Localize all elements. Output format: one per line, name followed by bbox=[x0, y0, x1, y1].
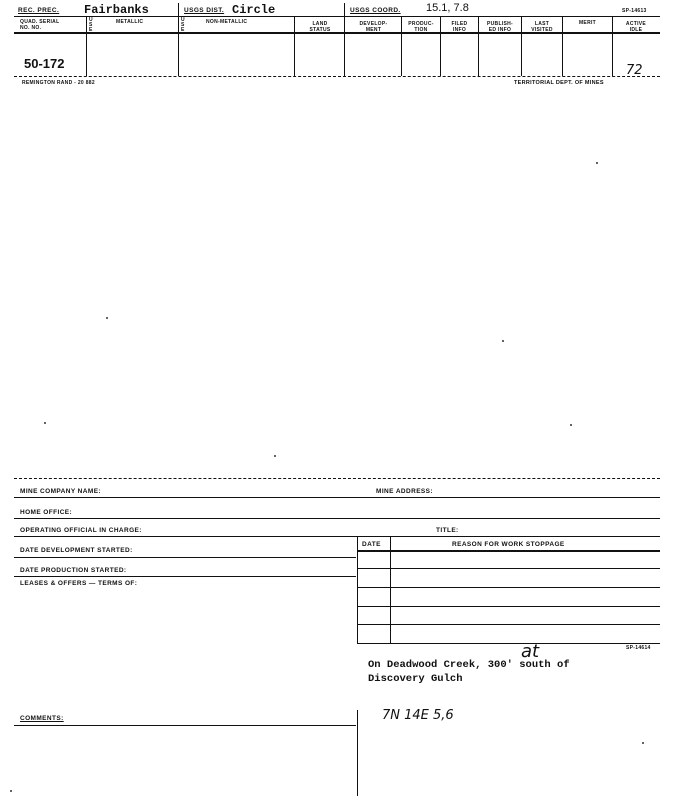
bottom-rule bbox=[14, 76, 660, 77]
stoppage-reason-header: REASON FOR WORK STOPPAGE bbox=[452, 541, 565, 548]
leases-label: LEASES & OFFERS — TERMS OF: bbox=[20, 580, 138, 587]
col-metallic: METALLIC bbox=[116, 19, 144, 25]
col-active-idle: ACTIVE IDLE bbox=[625, 21, 647, 33]
col-development: DEVELOP- MENT bbox=[359, 21, 388, 33]
col-use-nonmetallic: U S E bbox=[181, 17, 185, 33]
top-rule bbox=[14, 16, 660, 17]
col-nonmetallic: NON-METALLIC bbox=[206, 19, 248, 25]
usgs-coord-label: USGS COORD. bbox=[350, 7, 401, 14]
footer-right: TERRITORIAL DEPT. OF MINES bbox=[514, 80, 604, 86]
location-line-2: Discovery Gulch bbox=[368, 673, 463, 685]
operating-official-label: OPERATING OFFICIAL IN CHARGE: bbox=[20, 527, 142, 534]
col-production: PRODUC- TION bbox=[408, 21, 434, 33]
usgs-coord-value: 15.1, 7.8 bbox=[426, 2, 469, 14]
rec-prec-label: REC. PREC. bbox=[18, 7, 60, 14]
handwritten-insert: at bbox=[521, 641, 540, 662]
active-value: 72 bbox=[626, 63, 643, 78]
mine-address-label: MINE ADDRESS: bbox=[376, 488, 433, 495]
col-merit: MERIT bbox=[578, 20, 597, 26]
col-published-info: PUBLISH- ED INFO bbox=[486, 21, 513, 33]
col-use-metallic: U S E bbox=[89, 17, 93, 33]
mine-company-label: MINE COMPANY NAME: bbox=[20, 488, 101, 495]
title-label: TITLE: bbox=[436, 527, 459, 534]
comments-label: COMMENTS: bbox=[20, 715, 64, 722]
handwritten-location: 7N 14E 5,6 bbox=[382, 708, 454, 723]
serial-value: 50-172 bbox=[24, 56, 65, 71]
usgs-dist-label: USGS DIST. bbox=[184, 7, 225, 14]
form-number-top: SP-14613 bbox=[622, 8, 647, 14]
stoppage-date-header: DATE bbox=[362, 541, 381, 548]
rec-prec-value: Fairbanks bbox=[84, 3, 149, 17]
home-office-label: HOME OFFICE: bbox=[20, 509, 73, 516]
location-line-1: On Deadwood Creek, 300' south of bbox=[368, 659, 570, 671]
col-land-status: LAND STATUS bbox=[309, 21, 331, 33]
col-last-visited: LAST VISITED bbox=[531, 21, 553, 33]
date-production-label: DATE PRODUCTION STARTED: bbox=[20, 567, 127, 574]
form-number-bottom: SP-14614 bbox=[626, 645, 651, 651]
footer-left: REMINGTON RAND - 20 882 bbox=[22, 80, 95, 86]
col-filed-info: FILED INFO bbox=[451, 21, 468, 33]
date-development-label: DATE DEVELOPMENT STARTED: bbox=[20, 547, 133, 554]
usgs-dist-value: Circle bbox=[232, 3, 276, 17]
col-quad-serial: QUAD. SERIAL NO. NO. bbox=[20, 19, 60, 31]
